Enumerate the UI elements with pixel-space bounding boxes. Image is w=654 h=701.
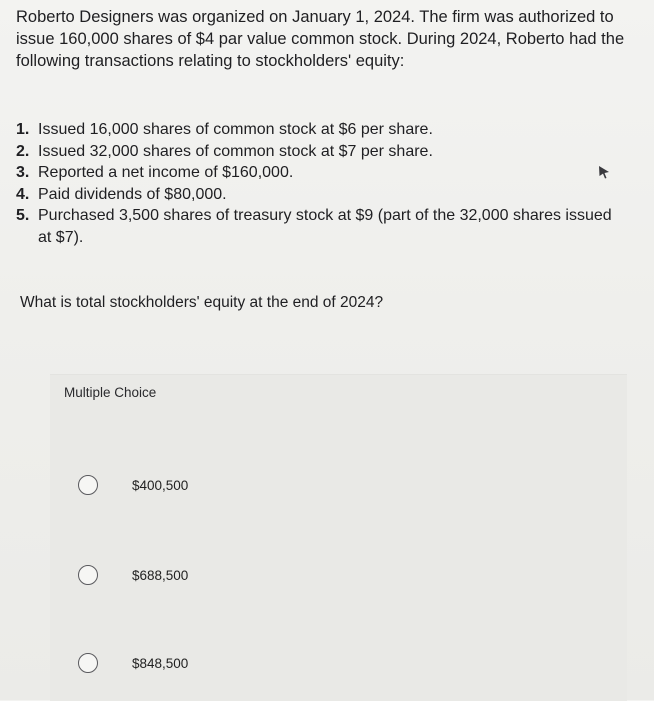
list-item-number: 3.	[16, 164, 30, 181]
answer-option-688500[interactable]	[50, 545, 627, 605]
question-text: What is total stockholders' equity at the end of 2024?	[20, 294, 384, 311]
radio-button-icon[interactable]	[78, 565, 98, 585]
list-item-text: Issued 32,000 shares of common stock at $7 per share.	[38, 142, 433, 160]
list-item	[16, 141, 616, 163]
list-item-text: Reported a net income of $160,000.	[38, 164, 294, 181]
list-item	[16, 205, 616, 248]
list-item	[16, 162, 616, 184]
answer-option-label: $848,500	[132, 655, 189, 671]
mouse-pointer-icon	[597, 165, 611, 179]
transaction-list	[16, 119, 616, 248]
list-item-number: 1.	[16, 121, 30, 138]
list-item-number: 5.	[16, 207, 30, 224]
list-item-text: Issued 16,000 shares of common stock at $6 per share.	[38, 121, 433, 138]
radio-button-icon[interactable]	[78, 475, 98, 495]
list-item-text: Paid dividends of $80,000.	[38, 185, 227, 203]
list-item-text: Purchased 3,500 shares of treasury stock at $9 (part of the 32,000 shares issued at $7).	[38, 207, 612, 246]
problem-intro: Roberto Designers was organized on January 1, 2024. The firm was authorized to issue 160,000 shares of $4 par value common stock. During 2024, Roberto had the following transactions relating to stockholders' equity:	[16, 8, 625, 70]
radio-button-icon[interactable]	[78, 653, 98, 673]
answer-option-848500[interactable]	[50, 633, 627, 693]
list-item	[16, 119, 616, 141]
multiple-choice-panel	[50, 374, 627, 701]
list-item	[16, 184, 616, 206]
answer-option-label: $688,500	[132, 567, 189, 583]
answer-option-label: $400,500	[132, 477, 189, 493]
list-item-number: 4.	[16, 185, 30, 203]
multiple-choice-label: Multiple Choice	[64, 385, 157, 400]
answer-option-400500[interactable]	[50, 455, 627, 515]
list-item-number: 2.	[16, 142, 30, 160]
